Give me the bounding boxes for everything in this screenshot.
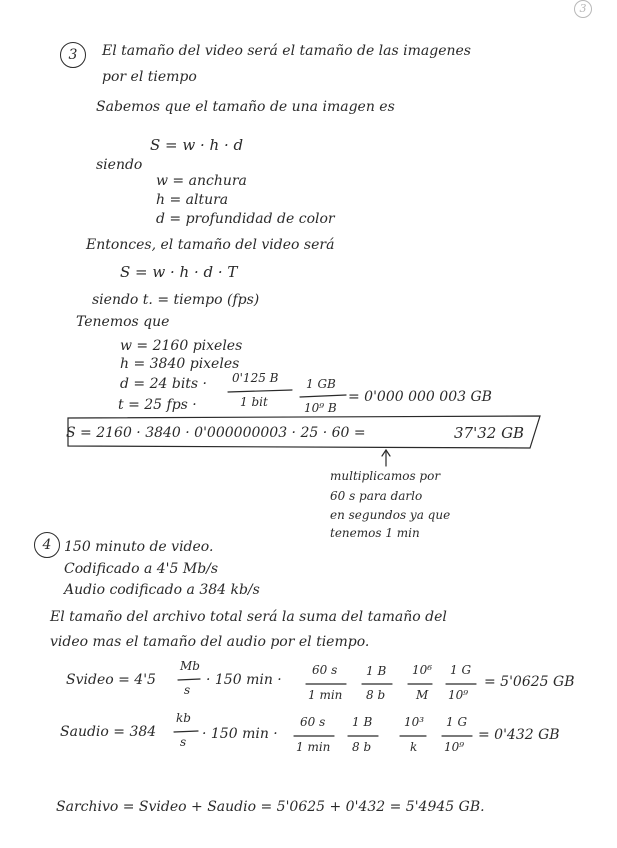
- q4-saudio-f4-num: 1 G: [446, 715, 468, 729]
- q4-saudio-f2-den: 8 b: [352, 740, 372, 754]
- q3-note-line-1: multiplicamos por: [330, 469, 441, 483]
- q4-line-1: 150 minuto de video.: [64, 539, 214, 555]
- q3-frac2-bar: [300, 395, 346, 397]
- q3-value-d: d = 24 bits ·: [120, 376, 208, 392]
- q4-svideo-f4-num: 1 G: [450, 663, 472, 677]
- q3-line-1: El tamaño del video será el tamaño de las imagenes: [102, 43, 471, 59]
- q3-then-line: Entonces, el tamaño del video será: [86, 237, 335, 253]
- q4-svideo-frac-num: Mb: [180, 659, 200, 673]
- q4-line-5: video mas el tamaño del audio por el tiempo.: [50, 634, 370, 650]
- q4-svideo-f1-num: 60 s: [312, 663, 338, 677]
- q4-saudio-mid: · 150 min ·: [202, 726, 278, 742]
- q3-def-h: h = altura: [156, 192, 229, 208]
- q4-saudio-f3-den: k: [410, 740, 418, 754]
- q3-def-d: d = profundidad de color: [156, 211, 335, 227]
- q4-svideo-f3-den: M: [416, 688, 429, 702]
- q3-d-frac2-den: 10⁹ B: [304, 401, 337, 415]
- q3-result-value: 37'32 GB: [454, 424, 525, 442]
- q3-d-result: = 0'000 000 003 GB: [348, 389, 492, 405]
- q4-svideo-f3-num: 10⁶: [412, 663, 433, 677]
- q4-saudio-f1-den: 1 min: [296, 740, 331, 754]
- q4-saudio-result: = 0'432 GB: [478, 727, 560, 743]
- q3-value-h: h = 3840 pixeles: [120, 356, 240, 372]
- q4-svideo-mid: · 150 min ·: [206, 672, 282, 688]
- q3-note-line-2: 60 s para darlo: [330, 489, 423, 503]
- q4-line-2: Codificado a 4'5 Mb/s: [64, 561, 219, 577]
- q4-saudio-frac-num: kb: [176, 711, 191, 725]
- question-4-number: 4: [34, 532, 60, 558]
- q4-svideo-frac-bar: [178, 679, 200, 680]
- q4-saudio-f3-num: 10³: [404, 715, 425, 729]
- q4-line-4: El tamaño del archivo total será la suma del tamaño del: [50, 609, 447, 625]
- q3-line-3: Sabemos que el tamaño de una imagen es: [96, 99, 395, 115]
- q3-video-formula: S = w · h · d · T: [120, 263, 238, 281]
- q3-value-t: t = 25 fps ·: [118, 397, 197, 413]
- q3-note-line-3: en segundos ya que: [330, 508, 451, 522]
- q4-svideo-result: = 5'0625 GB: [484, 674, 575, 690]
- q4-svideo-f1-den: 1 min: [308, 688, 343, 702]
- q4-saudio-f2-num: 1 B: [352, 715, 373, 729]
- q3-siendo: siendo: [96, 157, 143, 173]
- q3-result-box: [68, 416, 540, 448]
- q3-frac1-bar: [228, 390, 292, 392]
- q4-svideo-label: Svideo = 4'5: [66, 672, 156, 688]
- q3-siendo-t: siendo t. = tiempo (fps): [92, 292, 260, 308]
- q4-line-3: Audio codificado a 384 kb/s: [64, 582, 260, 598]
- q3-result-line: S = 2160 · 3840 · 0'000000003 · 25 · 60 =: [66, 425, 366, 441]
- q4-saudio-frac-den: s: [180, 735, 187, 749]
- q4-saudio-f1-num: 60 s: [300, 715, 326, 729]
- q3-d-frac2-num: 1 GB: [306, 377, 336, 391]
- q3-image-formula: S = w · h · d: [150, 136, 244, 154]
- page-number: 3: [574, 0, 592, 18]
- q4-saudio-frac-bar: [174, 731, 198, 732]
- q3-d-frac1-den: 1 bit: [240, 395, 268, 409]
- q3-d-frac1-num: 0'125 B: [232, 371, 279, 385]
- q3-line-2: por el tiempo: [102, 69, 197, 85]
- q3-def-w: w = anchura: [156, 173, 247, 189]
- q3-note-line-4: tenemos 1 min: [330, 526, 420, 540]
- q4-svideo-frac-den: s: [184, 683, 191, 697]
- q4-svideo-f4-den: 10⁹: [448, 688, 469, 702]
- q4-saudio-label: Saudio = 384: [60, 724, 157, 740]
- question-3-number: 3: [60, 42, 86, 68]
- q4-saudio-f4-den: 10⁹: [444, 740, 465, 754]
- q3-value-w: w = 2160 pixeles: [120, 338, 243, 354]
- q4-svideo-f2-den: 8 b: [366, 688, 386, 702]
- q4-svideo-f2-num: 1 B: [366, 664, 387, 678]
- q4-sarchivo: Sarchivo = Svideo + Saudio = 5'0625 + 0'432 = 5'4945 GB.: [56, 799, 485, 815]
- q3-tenemos: Tenemos que: [76, 314, 170, 330]
